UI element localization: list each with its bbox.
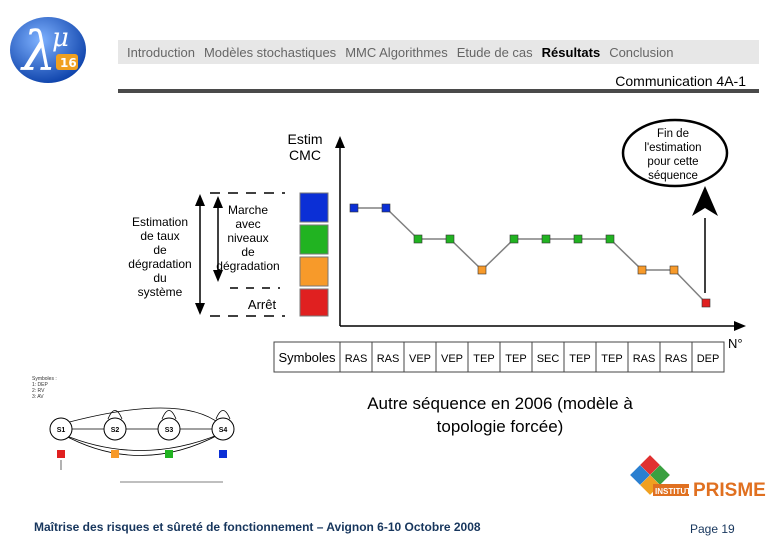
symbol-label: SEC <box>536 353 560 365</box>
svg-text:pour cette: pour cette <box>647 156 699 168</box>
sequence-point <box>414 235 422 243</box>
symbol-label: RAS <box>664 353 688 365</box>
slide-subtitle: Communication 4A-1 <box>615 73 746 89</box>
svg-text:avec: avec <box>235 217 261 231</box>
y-axis-label-line1: Estim <box>287 131 323 147</box>
mini-orange <box>111 450 119 458</box>
state-s1-label: S1 <box>56 427 66 434</box>
left-arrow-up <box>195 194 205 206</box>
estimation-diagram <box>120 118 760 380</box>
nav-etude-de-cas[interactable]: Etude de cas <box>456 44 533 60</box>
mini-green <box>165 450 173 458</box>
svg-text:niveaux: niveaux <box>227 231 269 245</box>
end-arrowhead <box>692 186 718 216</box>
slide-caption <box>330 392 670 438</box>
svg-text:de: de <box>241 245 255 259</box>
symbol-label: DEP <box>696 353 720 365</box>
mini-state-diagram <box>30 372 270 492</box>
nav-mmc-algorithmes[interactable]: MMC Algorithmes <box>345 44 448 60</box>
header-rule <box>118 89 759 93</box>
footer-text: Maîtrise des risques et sûreté de fonctionnement – Avignon 6-10 Octobre 2008 <box>34 520 481 534</box>
nav-introduction[interactable]: Introduction <box>127 44 195 60</box>
mini-red <box>57 450 65 458</box>
sequence-plot <box>350 204 710 307</box>
mini-legend <box>32 376 57 400</box>
symbols-table <box>274 342 724 372</box>
symbol-label: RAS <box>344 353 368 365</box>
lambda-mu-logo <box>8 12 88 84</box>
state-s2-label: S2 <box>110 427 120 434</box>
caption-line1: Autre séquence en 2006 (modèle à <box>367 394 633 413</box>
sequence-point <box>542 235 550 243</box>
symbol-label: RAS <box>376 353 400 365</box>
y-axis-arrow <box>335 136 345 148</box>
svg-text:séquence: séquence <box>648 170 698 182</box>
y-axis-label-line2: CMC <box>289 147 321 163</box>
svg-text:INSTITUT: INSTITUT <box>655 487 691 496</box>
level-block-blue <box>300 193 328 222</box>
svg-text:16: 16 <box>60 56 77 70</box>
svg-text:Marche: Marche <box>227 203 269 217</box>
sequence-point <box>574 235 582 243</box>
mini-blue <box>219 450 227 458</box>
symbol-label: VEP <box>440 353 464 365</box>
svg-text:Symboles :: Symboles : <box>32 376 57 382</box>
left-label <box>128 215 191 299</box>
symbol-label: VEP <box>408 353 432 365</box>
sequence-point <box>670 266 678 274</box>
page-number: Page 19 <box>690 522 735 536</box>
caption-line2: topologie forcée) <box>436 417 564 436</box>
svg-text:1: DEP: 1: DEP <box>32 382 48 388</box>
nav-conclusion[interactable]: Conclusion <box>609 44 674 60</box>
svg-text:PRISME: PRISME <box>693 480 766 501</box>
svg-text:Fin de: Fin de <box>657 128 689 140</box>
nav-modeles-stochastiques[interactable]: Modèles stochastiques <box>203 44 337 60</box>
svg-text:dégradation: dégradation <box>128 257 192 271</box>
symbol-label: TEP <box>473 353 495 365</box>
x-axis-label: N° <box>728 336 743 351</box>
mid-label <box>216 203 279 273</box>
symbol-label: TEP <box>505 353 527 365</box>
sequence-point <box>510 235 518 243</box>
sequence-point <box>702 299 710 307</box>
level-block-green <box>300 225 328 254</box>
sequence-point <box>382 204 390 212</box>
sequence-line <box>354 208 706 303</box>
left-arrow-down <box>195 303 205 315</box>
sequence-point <box>638 266 646 274</box>
svg-text:μ: μ <box>52 23 69 53</box>
mid-arrow-up <box>213 196 223 208</box>
state-s3-label: S3 <box>164 427 174 434</box>
svg-text:du: du <box>153 271 167 285</box>
institut-prisme-logo <box>625 452 770 514</box>
svg-text:de: de <box>153 243 167 257</box>
svg-text:de taux: de taux <box>140 229 180 243</box>
sequence-point <box>446 235 454 243</box>
svg-text:dégradation: dégradation <box>216 259 280 273</box>
level-block-red <box>300 289 328 316</box>
level-block-orange <box>300 257 328 286</box>
svg-text:2: RV: 2: RV <box>32 388 45 394</box>
sequence-point <box>478 266 486 274</box>
symbol-label: TEP <box>601 353 623 365</box>
symbols-header: Symboles <box>278 350 336 365</box>
sequence-point <box>350 204 358 212</box>
symbol-label: TEP <box>569 353 591 365</box>
state-s4-label: S4 <box>218 427 228 434</box>
x-axis-arrow <box>734 321 746 331</box>
svg-text:λ: λ <box>22 20 57 83</box>
section-nav <box>118 40 759 64</box>
svg-text:l'estimation: l'estimation <box>644 142 702 154</box>
svg-text:3: AV: 3: AV <box>32 394 44 400</box>
sequence-point <box>606 235 614 243</box>
svg-text:système: système <box>137 285 183 299</box>
symbol-label: RAS <box>632 353 656 365</box>
svg-text:Estimation: Estimation <box>131 215 189 229</box>
stop-label: Arrêt <box>247 297 277 312</box>
nav-resultats[interactable]: Résultats <box>541 44 601 60</box>
